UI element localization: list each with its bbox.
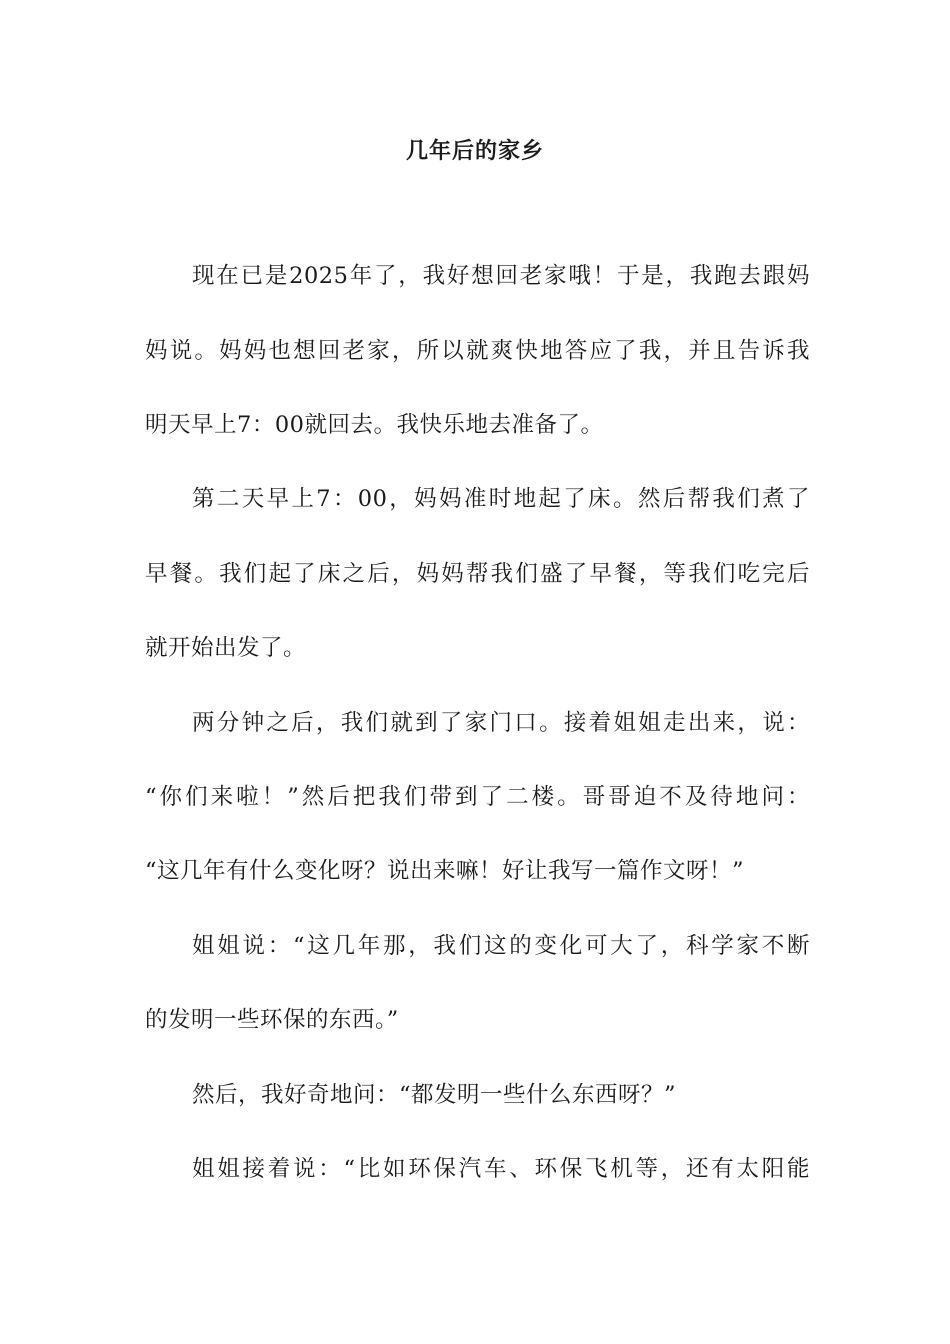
paragraph-1-line-1: 现在已是2025年了，我好想回老家哦！于是，我跑去跟妈: [192, 263, 810, 289]
paragraph-5-line-1: 然后，我好奇地问：“都发明一些什么东西呀？”: [192, 1082, 677, 1108]
paragraph-6-line-1: 姐姐接着说：“比如环保汽车、环保飞机等，还有太阳能: [192, 1156, 810, 1182]
paragraph-3-line-1: 两分钟之后，我们就到了家门口。接着姐姐走出来，说：: [192, 710, 810, 736]
paragraph-1-line-2: 妈说。妈妈也想回老家，所以就爽快地答应了我，并且告诉我: [145, 338, 810, 364]
paragraph-2-line-3: 就开始出发了。: [145, 635, 307, 661]
paragraph-4-line-1: 姐姐说：“这几年那，我们这的变化可大了，科学家不断: [192, 933, 810, 959]
paragraph-3-line-3: “这几年有什么变化呀？说出来嘛！好让我写一篇作文呀！”: [145, 858, 745, 884]
paragraph-2-line-1: 第二天早上7：00，妈妈准时地起了床。然后帮我们煮了: [192, 486, 810, 512]
page-title: 几年后的家乡: [405, 139, 544, 164]
paragraph-4-line-2: 的发明一些环保的东西。”: [145, 1007, 399, 1033]
paragraph-1-line-3: 明天早上7：00就回去。我快乐地去准备了。: [145, 412, 604, 438]
paragraph-2-line-2: 早餐。我们起了床之后，妈妈帮我们盛了早餐，等我们吃完后: [145, 561, 810, 587]
paragraph-3-line-2: “你们来啦！”然后把我们带到了二楼。哥哥迫不及待地问：: [145, 784, 810, 810]
